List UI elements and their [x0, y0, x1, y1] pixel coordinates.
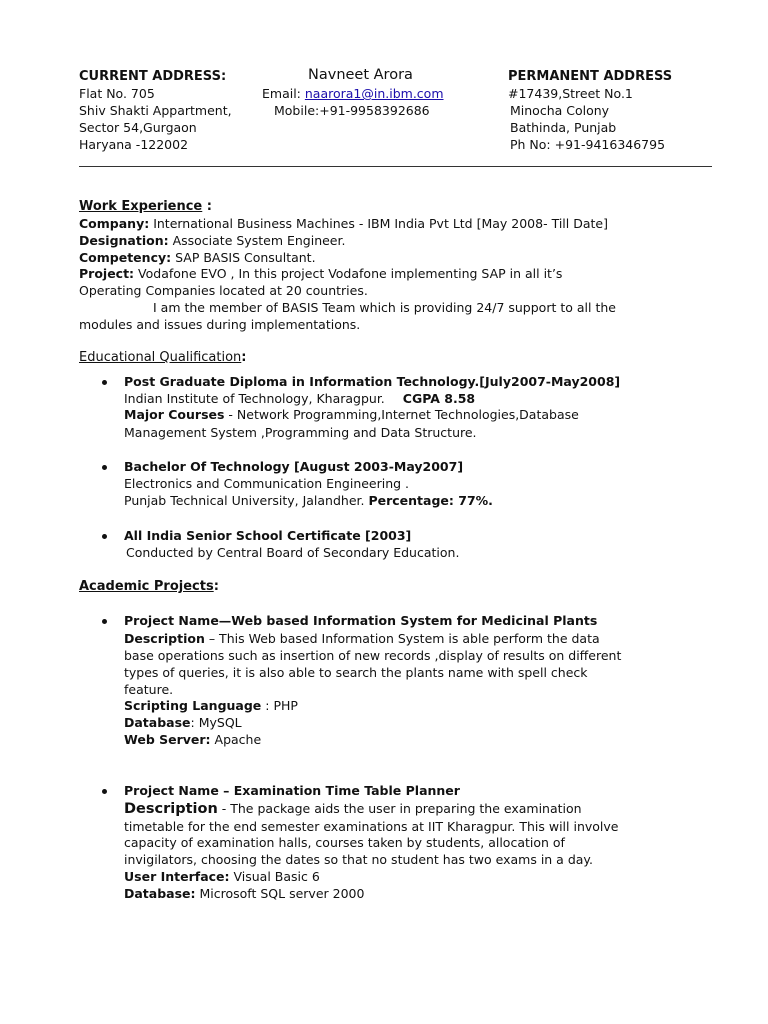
company-value: International Business Machines - IBM India Pvt Ltd [May 2008- Till Date]: [149, 216, 608, 231]
project2-desc-line-3: capacity of examination halls, courses taken by students, allocation of: [124, 835, 565, 850]
project2-ui-line: [124, 868, 320, 885]
project2-database-label: Database:: [124, 886, 196, 901]
project2-desc-label: Description: [124, 801, 218, 817]
project-line-2: Operating Companies located at 20 countries.: [79, 283, 368, 298]
project1-server: Apache: [210, 732, 262, 747]
email-line: [262, 85, 444, 102]
project1-server-line: [124, 731, 261, 748]
competency-value: SAP BASIS Consultant.: [171, 250, 316, 265]
projects-heading-colon: :: [213, 579, 219, 594]
pg-courses-line: [124, 406, 579, 423]
project2-desc-line: [124, 800, 582, 818]
project1-language: : PHP: [261, 698, 298, 713]
pg-courses-line-2: Management System ,Programming and Data Structure.: [124, 425, 477, 440]
school-board: Conducted by Central Board of Secondary Education.: [126, 545, 460, 560]
project1-language-line: [124, 697, 298, 714]
project1-desc-line-2: base operations such as insertion of new records ,display of results on different: [124, 648, 622, 663]
pg-courses-value: - Network Programming,Internet Technologies,Database: [224, 407, 579, 422]
project1-database: : MySQL: [190, 715, 242, 730]
current-address-line: Shiv Shakti Appartment,: [79, 103, 232, 118]
designation-line: [79, 232, 345, 249]
bullet-icon: [102, 380, 107, 385]
designation-label: Designation:: [79, 233, 169, 248]
project2-ui-label: User Interface:: [124, 869, 230, 884]
bullet-icon: [102, 789, 107, 794]
competency-line: [79, 249, 316, 266]
current-address-line: Sector 54,Gurgaon: [79, 120, 197, 135]
email-label: Email:: [262, 86, 305, 101]
company-line: [79, 215, 608, 232]
designation-value: Associate System Engineer.: [168, 233, 346, 248]
permanent-address-line: Minocha Colony: [510, 103, 610, 118]
pg-cgpa: CGPA 8.58: [402, 391, 476, 406]
project1-title: Project Name—Web based Information System for Medicinal Plants: [124, 613, 598, 628]
mobile-number: Mobile:+91-9958392686: [274, 103, 430, 118]
member-line-2: modules and issues during implementations.: [79, 317, 361, 332]
project1-desc: – This Web based Information System is able perform the data: [204, 631, 600, 646]
bullet-icon: [102, 465, 107, 470]
project2-desc-line-2: timetable for the end semester examinations at IIT Kharagpur. This will involve: [124, 819, 619, 834]
permanent-address-line: Ph No: +91-9416346795: [510, 137, 666, 152]
project2-ui: Visual Basic 6: [229, 869, 320, 884]
btech-title: Bachelor Of Technology [August 2003-May2007]: [124, 459, 464, 474]
company-label: Company:: [79, 216, 150, 231]
email-link[interactable]: naarora1@in.ibm.com: [304, 86, 444, 101]
project1-desc-line: [124, 630, 600, 647]
work-heading-text: Work Experience: [79, 199, 203, 214]
permanent-address-line: #17439,Street No.1: [508, 86, 633, 101]
member-line: I am the member of BASIS Team which is providing 24/7 support to all the: [153, 300, 616, 315]
permanent-address-heading: PERMANENT ADDRESS: [508, 69, 673, 84]
btech-percentage: Percentage: 77%.: [368, 493, 493, 508]
education-heading: [79, 349, 247, 366]
project2-database-line: [124, 885, 364, 902]
pg-institute-line: [124, 390, 475, 407]
btech-university: Punjab Technical University, Jalandher.: [124, 493, 369, 508]
project2-title: Project Name – Examination Time Table Planner: [124, 783, 460, 798]
project2-desc: - The package aids the user in preparing the examination: [217, 801, 582, 816]
school-title: All India Senior School Certificate [2003]: [124, 528, 412, 543]
project2-desc-line-4: invigilators, choosing the dates so that no student has two exams in a day.: [124, 852, 594, 867]
project-value: Vodafone EVO , In this project Vodafone implementing SAP in all it’s: [134, 266, 563, 281]
pg-courses-label: Major Courses: [124, 407, 225, 422]
header-divider: [79, 166, 712, 167]
work-experience-heading: [79, 198, 212, 215]
candidate-name: Navneet Arora: [308, 67, 413, 83]
btech-branch: Electronics and Communication Engineering .: [124, 476, 410, 491]
project2-database: Microsoft SQL server 2000: [195, 886, 365, 901]
pg-title: Post Graduate Diploma in Information Technology.[July2007-May2008]: [124, 374, 621, 389]
bullet-icon: [102, 534, 107, 539]
project1-database-label: Database: [124, 715, 191, 730]
education-heading-colon: :: [241, 350, 247, 365]
projects-heading: [79, 578, 219, 595]
project1-language-label: Scripting Language: [124, 698, 262, 713]
project1-server-label: Web Server:: [124, 732, 211, 747]
project1-desc-label: Description: [124, 631, 205, 646]
project-label: Project:: [79, 266, 135, 281]
btech-university-line: [124, 492, 493, 509]
current-address-heading: CURRENT ADDRESS:: [79, 69, 227, 84]
work-heading-colon: :: [202, 199, 212, 214]
competency-label: Competency:: [79, 250, 172, 265]
project-line: [79, 265, 562, 282]
current-address-line: Haryana -122002: [79, 137, 189, 152]
education-heading-text: Educational Qualification: [79, 350, 242, 365]
bullet-icon: [102, 619, 107, 624]
project1-database-line: [124, 714, 242, 731]
projects-heading-text: Academic Projects: [79, 579, 214, 594]
project1-desc-line-3: types of queries, it is also able to search the plants name with spell check: [124, 665, 588, 680]
permanent-address-line: Bathinda, Punjab: [510, 120, 617, 135]
project1-desc-line-4: feature.: [124, 682, 174, 697]
current-address-line: Flat No. 705: [79, 86, 155, 101]
pg-institute: Indian Institute of Technology, Kharagpur.: [124, 391, 385, 406]
